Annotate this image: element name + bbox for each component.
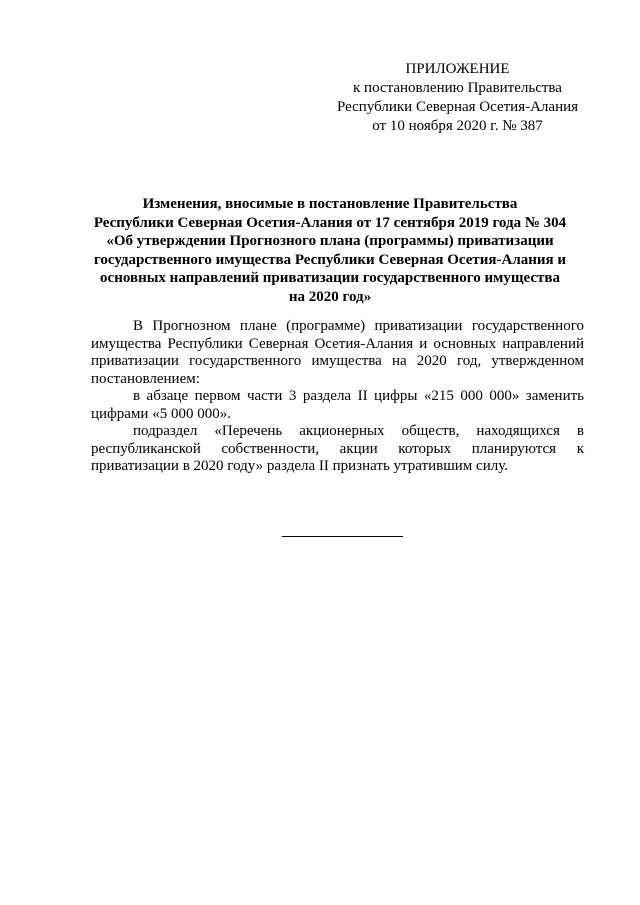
- appendix-resolution-ref: к постановлению Правительства: [353, 80, 562, 96]
- appendix-header: [330, 60, 585, 136]
- title-line-4: государственного имущества Республики Северная Осетия-Алания и: [93, 251, 567, 268]
- body-paragraph-3: подраздел «Перечень акционерных обществ, находящихся в республиканской собственности, акции которых планируются к приватизации в 2020 году» раздела II признать утратившим силу.: [91, 423, 584, 474]
- body-paragraph-2: в абзаце первом части 3 раздела II цифры «215 000 000» заменить цифрами «5 000 000».: [91, 388, 584, 422]
- body-paragraph-1: В Прогнозном плане (программе) приватизации государственного имущества Республики Северная Осетия-Алания и основных направлений приватизации государственного имущества на 2020 год, утвержденном постановлением:: [91, 318, 584, 387]
- document-title: [80, 195, 580, 306]
- title-line-3: «Об утверждении Прогнозного плана (программы) приватизации: [106, 233, 554, 249]
- appendix-label: ПРИЛОЖЕНИЕ: [405, 61, 510, 77]
- title-line-6: на 2020 год»: [288, 288, 372, 305]
- title-line-1: Изменения, вносимые в постановление Правительства: [142, 196, 518, 212]
- appendix-republic: Республики Северная Осетия-Алания: [336, 99, 579, 115]
- closing-divider-line: [282, 536, 403, 537]
- appendix-date-number: от 10 ноября 2020 г. № 387: [372, 118, 543, 134]
- document-body: [91, 318, 584, 476]
- title-line-5: основных направлений приватизации государственного имущества: [100, 270, 560, 286]
- title-line-2: Республики Северная Осетия-Алания от 17 сентября 2019 года № 304: [93, 214, 567, 231]
